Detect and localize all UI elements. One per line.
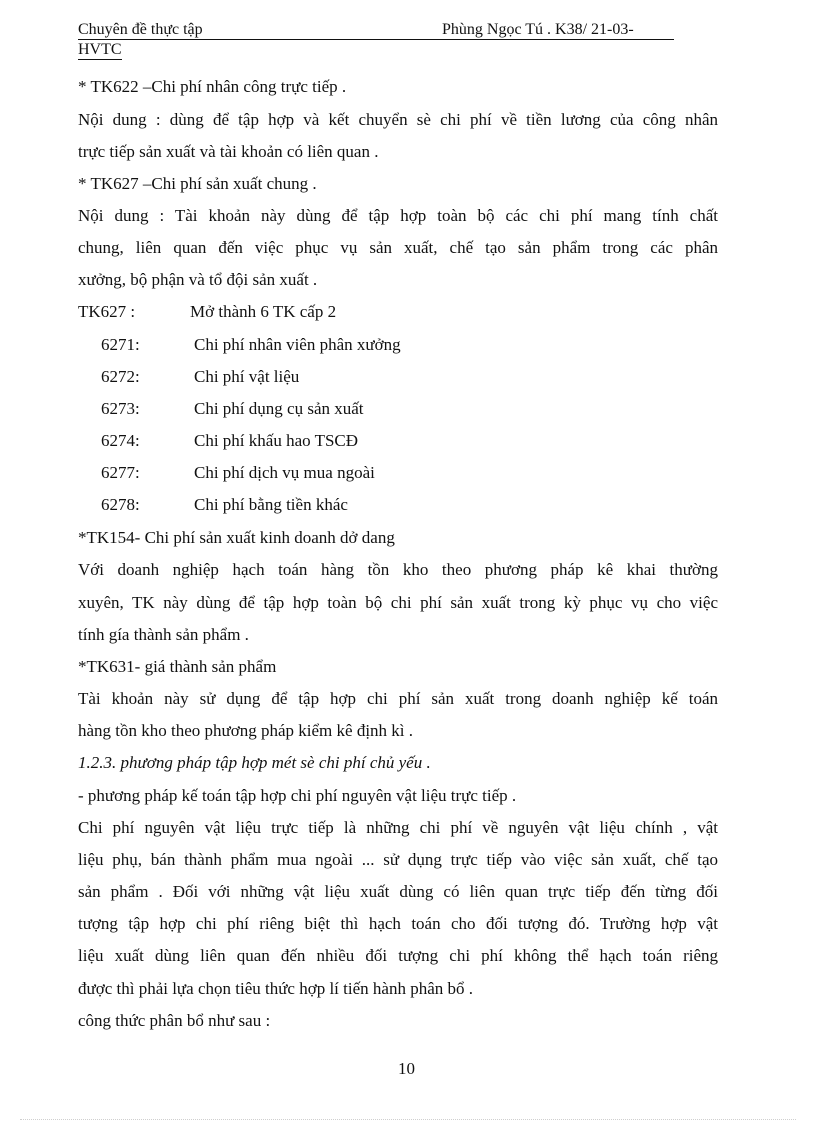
text-line: tượng tập hợp chi phí riêng biệt thì hạch toán cho đối tượng đó. Trường hợp vật [78,914,718,933]
text-line: *TK154- Chi phí sản xuất kinh doanh dở dang [78,528,395,547]
section-heading: 1.2.3. phương pháp tập hợp mét sè chi phí chủ yếu . [78,753,431,772]
text-line: sản phẩm . Đối với những vật liệu xuất dùng có liên quan trực tiếp đến từng đối [78,882,718,901]
text-line: tính gía thành sản phẩm . [78,625,249,644]
account-code: 6273: [101,399,140,418]
text-line: - phương pháp kế toán tập hợp chi phí nguyên vật liệu trực tiếp . [78,786,517,805]
page-number: 10 [398,1059,415,1078]
header-continued: HVTC [78,41,122,58]
text-line: Nội dung : Tài khoản này dùng để tập hợp toàn bộ các chi phí mang tính chất [78,206,718,225]
header-right: Phùng Ngọc Tú . K38/ 21-03- [442,21,634,38]
text-line: xưởng, bộ phận và tổ đội sản xuất . [78,270,318,289]
account-description: Chi phí nhân viên phân xưởng [194,335,401,354]
text-line: Với doanh nghiệp hạch toán hàng tồn kho theo phương pháp kê khai thường [78,560,718,579]
text-line: liệu xuất dùng liên quan đến nhiều đối tượng chi phí không thể hạch toán riêng [78,946,718,965]
text-line: được thì phải lựa chọn tiêu thức hợp lí tiến hành phân bổ . [78,979,473,998]
text-line: hàng tồn kho theo phương pháp kiểm kê định kì . [78,721,414,740]
account-code: 6277: [101,463,140,482]
page-bottom-border [20,1119,796,1120]
text-line: xuyên, TK này dùng để tập hợp toàn bộ chi phí sản xuất trong kỳ phục vụ cho việc [78,593,718,612]
text-line: * TK622 –Chi phí nhân công trực tiếp . [78,77,347,96]
text-line: Nội dung : dùng để tập hợp và kết chuyển sè chi phí về tiền lương của công nhân [78,110,718,129]
account-code: 6274: [101,431,140,450]
account-description: Chi phí bằng tiền khác [194,495,348,514]
header-left: Chuyên đề thực tập [78,21,203,38]
account-description: Chi phí dụng cụ sản xuất [194,399,364,418]
text-line: Tài khoản này sử dụng để tập hợp chi phí sản xuất trong doanh nghiệp kế toán [78,689,718,708]
text-line: trực tiếp sản xuất và tài khoản có liên quan . [78,142,379,161]
text-line: công thức phân bổ như sau : [78,1011,271,1030]
text-line: liệu phụ, bán thành phẩm mua ngoài ... sử dụng trực tiếp vào việc sản xuất, chế tạo [78,850,718,869]
account-code: TK627 : [78,302,136,321]
page-header [78,20,678,60]
account-description: Chi phí khấu hao TSCĐ [194,431,359,450]
account-description: Mở thành 6 TK cấp 2 [190,302,337,321]
account-description: Chi phí vật liệu [194,367,300,386]
account-code: 6278: [101,495,140,514]
account-description: Chi phí dịch vụ mua ngoài [194,463,375,482]
header-line [78,20,674,40]
text-line: *TK631- giá thành sản phẩm [78,657,277,676]
account-code: 6271: [101,335,140,354]
text-line: * TK627 –Chi phí sản xuất chung . [78,174,317,193]
account-code: 6272: [101,367,140,386]
text-line: chung, liên quan đến việc phục vụ sản xuất, chế tạo sản phẩm trong các phân [78,238,718,257]
text-line: Chi phí nguyên vật liệu trực tiếp là những chi phí về nguyên vật liệu chính , vật [78,818,718,837]
